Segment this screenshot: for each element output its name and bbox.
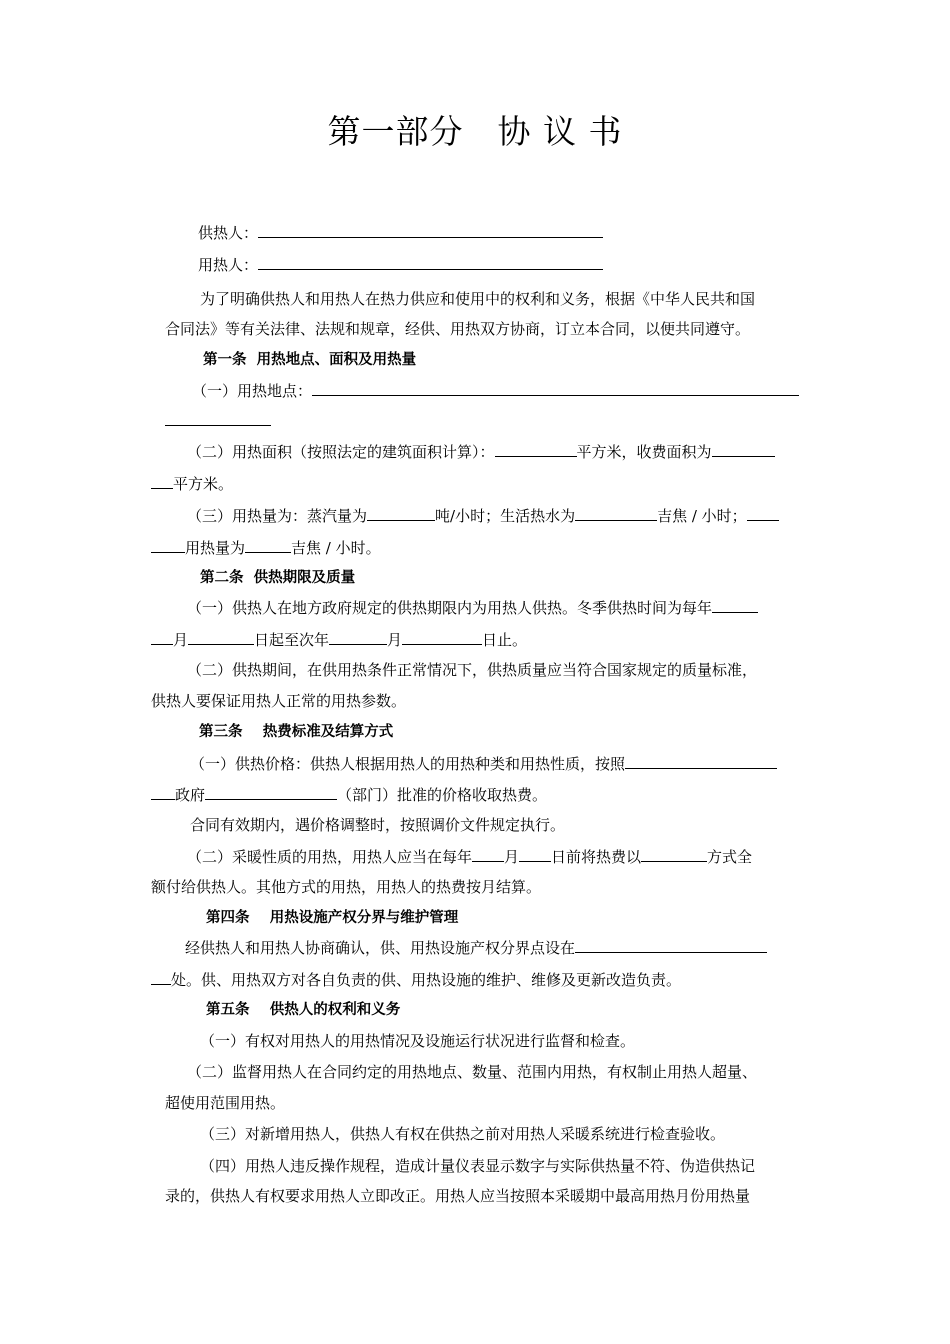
art5-item2-line-2: 超使用范围用热。 [165,1094,286,1112]
art2-item2-line-1: （二）供热期间，在供用热条件正常情况下，供热质量应当符合国家规定的质量标准， [187,661,758,679]
article-2-heading: 第二条 供热期限及质量 [200,570,356,586]
article-5-heading: 第五条 供热人的权利和义务 [206,1002,401,1018]
location-blank-cont [165,411,271,426]
art1-item3-cont: 用热量为 吉焦 / 小时。 [151,538,381,558]
art2-item1-cont: 月 日起至次年 月 日止。 [151,630,527,650]
heat-user-blank [258,255,603,270]
art5-item4-line-1: （四）用热人违反操作规程，造成计量仪表显示数字与实际供热量不符、伪造供热记 [200,1157,756,1175]
location-blank [312,381,799,396]
art2-item1: （一）供热人在地方政府规定的供热期限内为用热人供热。冬季供热时间为每年 [187,598,758,618]
art3-item2: （二）采暖性质的用热，用热人应当在每年 月 日前将热费以 方式全 [187,848,753,866]
preamble-line-1: 为了明确供热人和用热人在热力供应和使用中的权利和义务，根据《中华人民共和国 [200,290,756,308]
art4-line-1: 经供热人和用热人协商确认，供、用热设施产权分界点设在 [185,938,767,958]
article-1-heading: 第一条 用热地点、面积及用热量 [203,352,417,368]
heat-user-line: 用热人： [198,255,603,275]
art3-item1: （一）供热价格：供热人根据用热人的用热种类和用热性质，按照 [190,754,777,774]
art3-item2-line-2: 额付给供热人。其他方式的用热，用热人的热费按月结算。 [151,878,542,896]
art3-note: 合同有效期内，遇价格调整时，按照调价文件规定执行。 [190,816,566,834]
art5-item3: （三）对新增用热人，供热人有权在供热之前对用热人采暖系统进行检查验收。 [200,1125,726,1143]
art1-item1: （一）用热地点： [192,381,799,401]
heat-supplier-blank [258,223,603,238]
art1-item1-cont [165,411,271,431]
article-4-heading: 第四条 用热设施产权分界与维护管理 [206,910,459,926]
preamble-line-2: 合同法》等有关法律、法规和规章，经供、用热双方协商，订立本合同，以便共同遵守。 [165,320,751,338]
heat-supplier-line: 供热人： [198,223,603,243]
art1-item3: （三）用热量为：蒸汽量为 吨/小时；生活热水为 吉焦 / 小时； [187,506,779,526]
art5-item4-line-2: 录的，供热人有权要求用热人立即改正。用热人应当按照本采暖期中最高用热月份用热量 [165,1187,751,1205]
art5-item1: （一）有权对用热人的用热情况及设施运行状况进行监督和检查。 [200,1032,636,1050]
art1-item2: （二）用热面积（按照法定的建筑面积计算）： 平方米，收费面积为 [187,442,775,462]
art1-item2-cont: 平方米。 [151,474,233,494]
article-3-heading: 第三条 热费标准及结算方式 [199,724,394,740]
page-title: 第一部分 协 议 书 [327,112,623,151]
art5-item2-line-1: （二）监督用热人在合同约定的用热地点、数量、范围内用热，有权制止用热人超量、 [187,1063,758,1081]
art4-line-2: 处。供、用热双方对各自负责的供、用热设施的维护、维修及更新改造负责。 [151,970,681,990]
art3-item1-cont: 政府 （部门）批准的价格收取热费。 [151,785,547,805]
art2-item2-line-2: 供热人要保证用热人正常的用热参数。 [151,692,407,710]
